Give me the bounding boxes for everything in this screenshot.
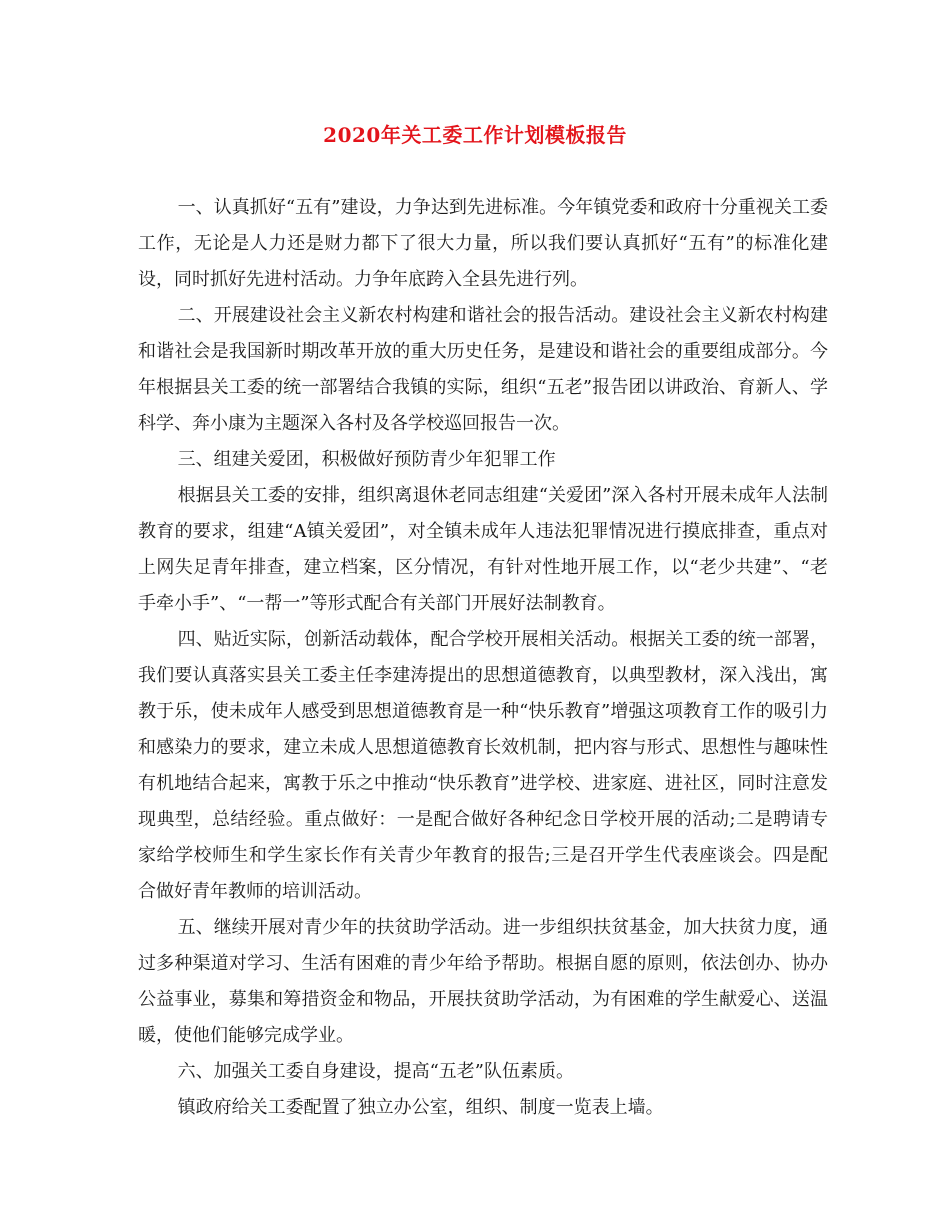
document-title: 2020年关工委工作计划模板报告 — [323, 123, 627, 147]
paragraph-6: 五、继续开展对青少年的扶贫助学活动。进一步组织扶贫基金，加大扶贫力度，通过多种渠道对学习、生活有困难的青少年给予帮助。根据自愿的原则，依法创办、协办公益事业，募集和筹措资金和物品，开展扶贫助学活动，为有困难的学生献爱心、送温暖，使他们能够完成学业。 — [138, 917, 828, 1046]
paragraph-8: 镇政府给关工委配置了独立办公室，组织、制度一览表上墙。 — [177, 1097, 664, 1118]
paragraph-4: 根据县关工委的安排，组织离退休老同志组建“关爱团”深入各村开展未成年人法制教育的要求，组建“A镇关爱团”，对全镇未成年人违法犯罪情况进行摸底排查，重点对上网失足青年排查，建立档案，区分情况，有针对性地开展工作，以“老少共建”、“老手牵小手”、“一帮一”等形式配合有关部门开展好法制教育。 — [138, 485, 828, 614]
paragraph-5: 四、贴近实际，创新活动载体，配合学校开展相关活动。根据关工委的统一部署，我们要认真落实县关工委主任李建涛提出的思想道德教育，以典型教材，深入浅出，寓教于乐，使未成年人感受到思想道德教育是一种“快乐教育”增强这项教育工作的吸引力和感染力的要求，建立未成人思想道德教育长效机制，把内容与形式、思想性与趣味性有机地结合起来，寓教于乐之中推动“快乐教育”进学校、进家庭、进社区，同时注意发现典型，总结经验。重点做好：一是配合做好各种纪念日学校开展的活动;二是聘请专家给学校师生和学生家长作有关青少年教育的报告;三是召开学生代表座谈会。四是配合做好青年教师的培训活动。 — [138, 629, 828, 902]
paragraph-2: 二、开展建设社会主义新农村构建和谐社会的报告活动。建设社会主义新农村构建和谐社会是我国新时期改革开放的重大历史任务，是建设和谐社会的重要组成部分。今年根据县关工委的统一部署结合我镇的实际，组织“五老”报告团以讲政治、育新人、学科学、奔小康为主题深入各村及各学校巡回报告一次。 — [138, 305, 828, 434]
paragraph-7: 六、加强关工委自身建设，提高“五老”队伍素质。 — [177, 1061, 574, 1082]
paragraph-1: 一、认真抓好“五有”建设，力争达到先进标准。今年镇党委和政府十分重视关工委工作，无论是人力还是财力都下了很大力量，所以我们要认真抓好“五有”的标准化建设，同时抓好先进村活动。力争年底跨入全县先进行列。 — [138, 197, 828, 290]
paragraph-3: 三、组建关爱团，积极做好预防青少年犯罪工作 — [177, 449, 556, 470]
document-body — [138, 190, 828, 1126]
